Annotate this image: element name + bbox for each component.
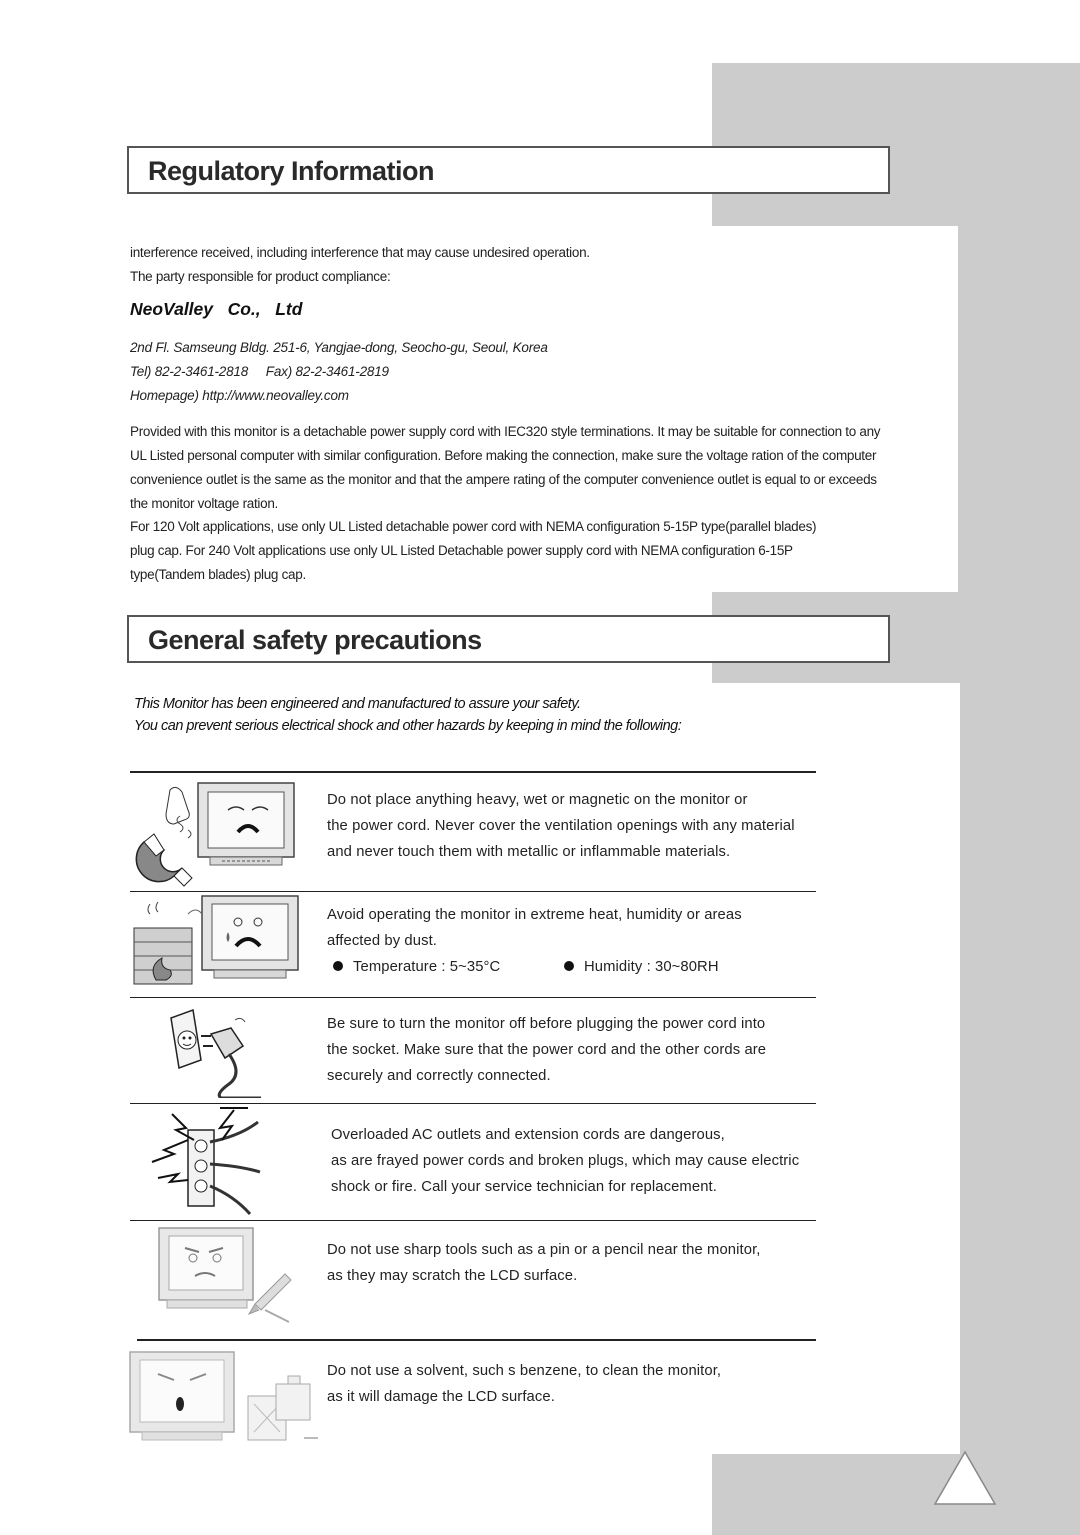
magnet-monitor-illustration bbox=[130, 780, 300, 888]
bullet-icon bbox=[333, 961, 343, 971]
safety-item-3-line: securely and correctly connected. bbox=[327, 1068, 551, 1084]
company-name: NeoValley Co., Ltd bbox=[130, 299, 303, 319]
table-top-rule bbox=[130, 771, 816, 773]
safety-item-5-line: as they may scratch the LCD surface. bbox=[327, 1268, 578, 1284]
regulatory-heading-box bbox=[127, 146, 890, 194]
overloaded-outlet-illustration bbox=[150, 1106, 270, 1216]
power-cord-text-line: type(Tandem blades) plug cap. bbox=[130, 567, 306, 582]
power-cord-text-line: plug cap. For 240 Volt applications use only UL Listed Detachable power supply cord with NEMA configuration 6-15P bbox=[130, 543, 793, 558]
safety-item-2-line: affected by dust. bbox=[327, 933, 438, 949]
safety-item-1-line: and never touch them with metallic or inflammable materials. bbox=[327, 844, 731, 860]
safety-item-4-line: Overloaded AC outlets and extension cords are dangerous, bbox=[331, 1127, 725, 1143]
margin-band-right-1 bbox=[958, 226, 1080, 592]
margin-band-right-2 bbox=[960, 683, 1080, 1454]
safety-intro-line: This Monitor has been engineered and manufactured to assure your safety. bbox=[134, 696, 581, 712]
sharp-tools-monitor-illustration bbox=[155, 1226, 300, 1326]
power-cord-text-line: the monitor voltage ration. bbox=[130, 496, 278, 511]
margin-band-top bbox=[712, 63, 1080, 226]
safety-heading-box bbox=[127, 615, 890, 663]
safety-item-5-line: Do not use sharp tools such as a pin or a pencil near the monitor, bbox=[327, 1242, 761, 1258]
power-cord-text-line: For 120 Volt applications, use only UL Listed detachable power cord with NEMA configuration 5-15P type(parallel blades) bbox=[130, 519, 817, 534]
temperature-spec: Temperature : 5~35°C bbox=[333, 959, 500, 975]
row-divider bbox=[137, 1339, 816, 1341]
power-cord-text-line: UL Listed personal computer with similar configuration. Before making the connection, make sure the voltage ration of the computer bbox=[130, 448, 877, 463]
power-cord-text-line: Provided with this monitor is a detachable power supply cord with IEC320 style terminations. It may be suitable for connection to any bbox=[130, 424, 881, 439]
row-divider bbox=[130, 1103, 816, 1104]
regulatory-text-line: The party responsible for product compliance: bbox=[130, 269, 391, 284]
regulatory-text-line: interference received, including interference that may cause undesired operation. bbox=[130, 245, 590, 260]
humidity-spec: Humidity : 30~80RH bbox=[564, 959, 719, 975]
regulatory-heading: Regulatory Information bbox=[148, 156, 435, 186]
safety-item-6-line: Do not use a solvent, such s benzene, to clean the monitor, bbox=[327, 1363, 722, 1379]
safety-item-4-line: shock or fire. Call your service technician for replacement. bbox=[331, 1179, 717, 1195]
power-cord-text-line: convenience outlet is the same as the monitor and that the ampere rating of the computer convenience outlet is equal to or exceeds bbox=[130, 472, 877, 487]
plug-socket-illustration bbox=[165, 1006, 270, 1098]
company-homepage: Homepage) http://www.neovalley.com bbox=[130, 388, 349, 403]
bullet-icon bbox=[564, 961, 574, 971]
margin-band-bottom bbox=[712, 1454, 1080, 1535]
row-divider bbox=[130, 891, 816, 892]
safety-item-1-line: Do not place anything heavy, wet or magnetic on the monitor or bbox=[327, 792, 748, 808]
safety-item-1-line: the power cord. Never cover the ventilation openings with any material bbox=[327, 818, 795, 834]
safety-item-3-line: Be sure to turn the monitor off before plugging the power cord into bbox=[327, 1016, 766, 1032]
row-divider bbox=[130, 1220, 816, 1221]
company-phone-fax: Tel) 82-2-3461-2818 Fax) 82-2-3461-2819 bbox=[130, 364, 389, 379]
safety-item-2-line: Avoid operating the monitor in extreme heat, humidity or areas bbox=[327, 907, 742, 923]
solvent-monitor-illustration bbox=[128, 1348, 323, 1448]
safety-item-6-line: as it will damage the LCD surface. bbox=[327, 1389, 555, 1405]
company-address: 2nd Fl. Samseung Bldg. 251-6, Yangjae-dong, Seocho-gu, Seoul, Korea bbox=[130, 340, 548, 355]
safety-intro-line: You can prevent serious electrical shock and other hazards by keeping in mind the following: bbox=[134, 718, 682, 734]
safety-item-4-line: as are frayed power cords and broken plugs, which may cause electric bbox=[331, 1153, 800, 1169]
heater-monitor-illustration bbox=[130, 894, 305, 990]
next-page-triangle-icon[interactable] bbox=[933, 1450, 997, 1506]
safety-heading: General safety precautions bbox=[148, 625, 482, 655]
row-divider bbox=[130, 997, 816, 998]
safety-item-3-line: the socket. Make sure that the power cord and the other cords are bbox=[327, 1042, 767, 1058]
